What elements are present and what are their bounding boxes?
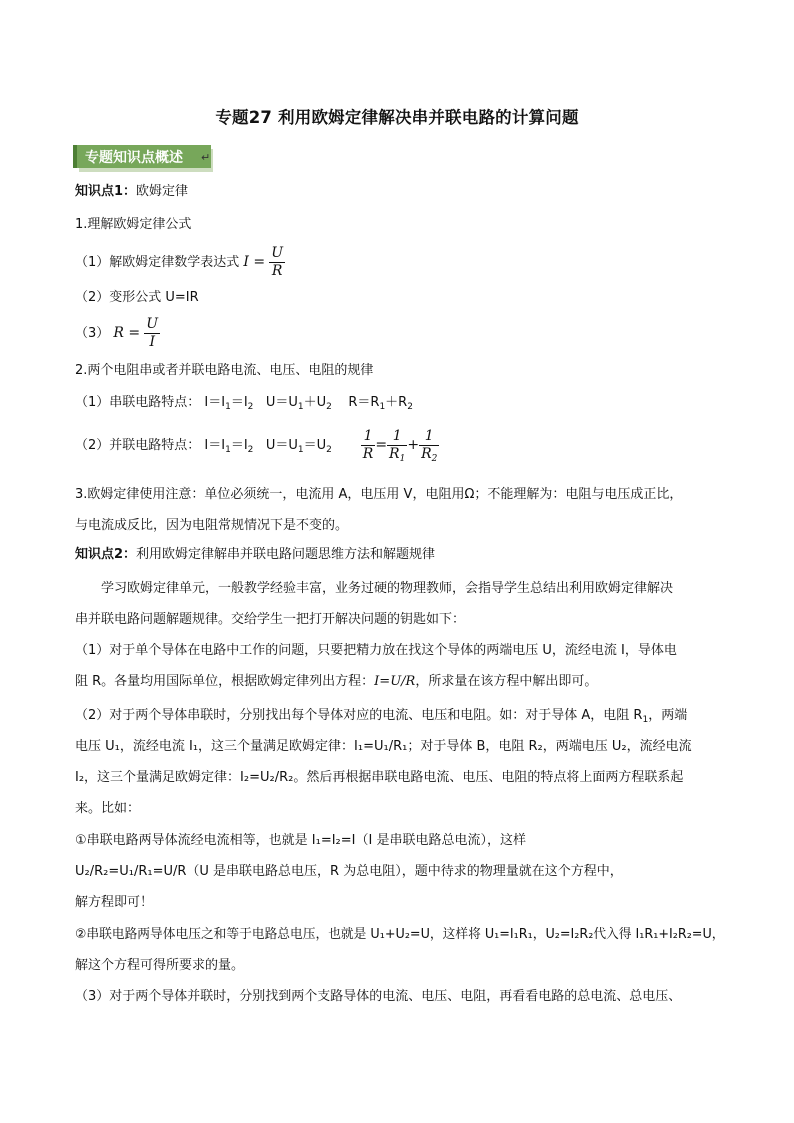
formula-lhs: R = (113, 325, 141, 341)
k2-case-1: ①串联电路两导体流经电流相等，也就是 I₁=I₂=I（I 是串联电路总电流），这样 U₂/R₂=U₁/R₁=U/R（U 是串联电路总电压，R 为总电阻），题中待求的物理量就在这个方程中， 解方程即可！ (75, 833, 623, 910)
k2-heading: 知识点2：利用欧姆定律解串并联电路问题思维方法和解题规律 (75, 547, 436, 562)
formula-fraction: $\frac{1}{R_1}$ (389, 428, 406, 464)
k1-s1-3: （3） R = $\frac{U}{I}$ (75, 316, 159, 350)
section-banner (73, 142, 215, 172)
page-title: 专题27 利用欧姆定律解决串并联电路的计算问题 (215, 108, 579, 127)
k2-intro: 学习欧姆定律单元，一般教学经验丰富，业务过硬的物理教师，会指导学生总结出利用欧姆定律解决 串并联电路问题解题规律。交给学生一把打开解决问题的钥匙如下： (75, 581, 674, 627)
k2-p3: （3）对于两个导体并联时，分别找到两个支路导体的电流、电压、电阻，再看看电路的总电流、总电压、 (75, 989, 682, 1004)
formula-fraction: $\frac{U}{I}$ (146, 316, 159, 350)
k1-s3: 3.欧姆定律使用注意：单位必须统一，电流用 A，电压用 V，电阻用Ω；不能理解为：电阻与电压成正比， 与电流成反比，因为电阻常规情况下是不变的。 (75, 487, 683, 533)
formula-fraction: $\frac{1}{R_2}$ (421, 428, 438, 464)
k1-s1: 1.理解欧姆定律公式 (75, 217, 192, 232)
k1-s1-1: （1）解欧姆定律数学表达式 I = $\frac{U}{R}$ (75, 245, 284, 279)
k2-case-2: ②串联电路两导体电压之和等于电路总电压，也就是 U₁+U₂=U，这样将 U₁=I₁R₁，U₂=I₂R₂代入得 I₁R₁+I₂R₂=U， 解这个方程可得所要求的量。 (75, 927, 725, 973)
k1-series-rules: （1）串联电路特点： $I=I_1=I_2$ $U=U_1+U_2$ $R=R_1+R_2$ (75, 395, 413, 412)
k1-s2: 2.两个电阻串或者并联电路电流、电压、电阻的规律 (75, 363, 374, 378)
banner-label: 专题知识点概述 (85, 150, 183, 166)
formula-fraction: $\frac{U}{R}$ (271, 245, 284, 279)
k1-parallel-rules: （2）并联电路特点： $I=I_1=I_2$ $U=U_1=U_2$ $\frac{1}{R}$ = $\frac{1}{R_1}$ + $\frac{1}{R_2}$ (75, 428, 438, 464)
k2-p1: （1）对于单个导体在电路中工作的问题，只要把精力放在找这个导体的两端电压 U，流经电流 I，导体电 阻 R。各量均用国际单位，根据欧姆定律列出方程：I=U/R，所求量在该方程中解出即可。 (75, 643, 677, 689)
k2-p2: （2）对于两个导体串联时，分别找出每个导体对应的电流、电压和电阻。如：对于导体 A，电阻 $R_1$，两端 电压 U₁，流经电流 I₁，这三个量满足欧姆定律：I₁=U₁/R₁；对于导体 B，电阻 R₂，两端电压 U₂，流经电流 I₂，这三个量满足欧姆定律：I₂=U₂/R₂。然后再根据串联电路电流、电压、电阻的特点将上面两方程联系起 来。比如： (75, 708, 692, 816)
k1-s1-2: （2）变形公式 U=IR (75, 290, 199, 305)
k1-heading: 知识点1：欧姆定律 (75, 184, 189, 199)
return-mark-icon: ↵ (201, 151, 211, 164)
formula-fraction: $\frac{1}{R}$ (362, 428, 374, 462)
formula-lhs: I = (243, 254, 266, 270)
